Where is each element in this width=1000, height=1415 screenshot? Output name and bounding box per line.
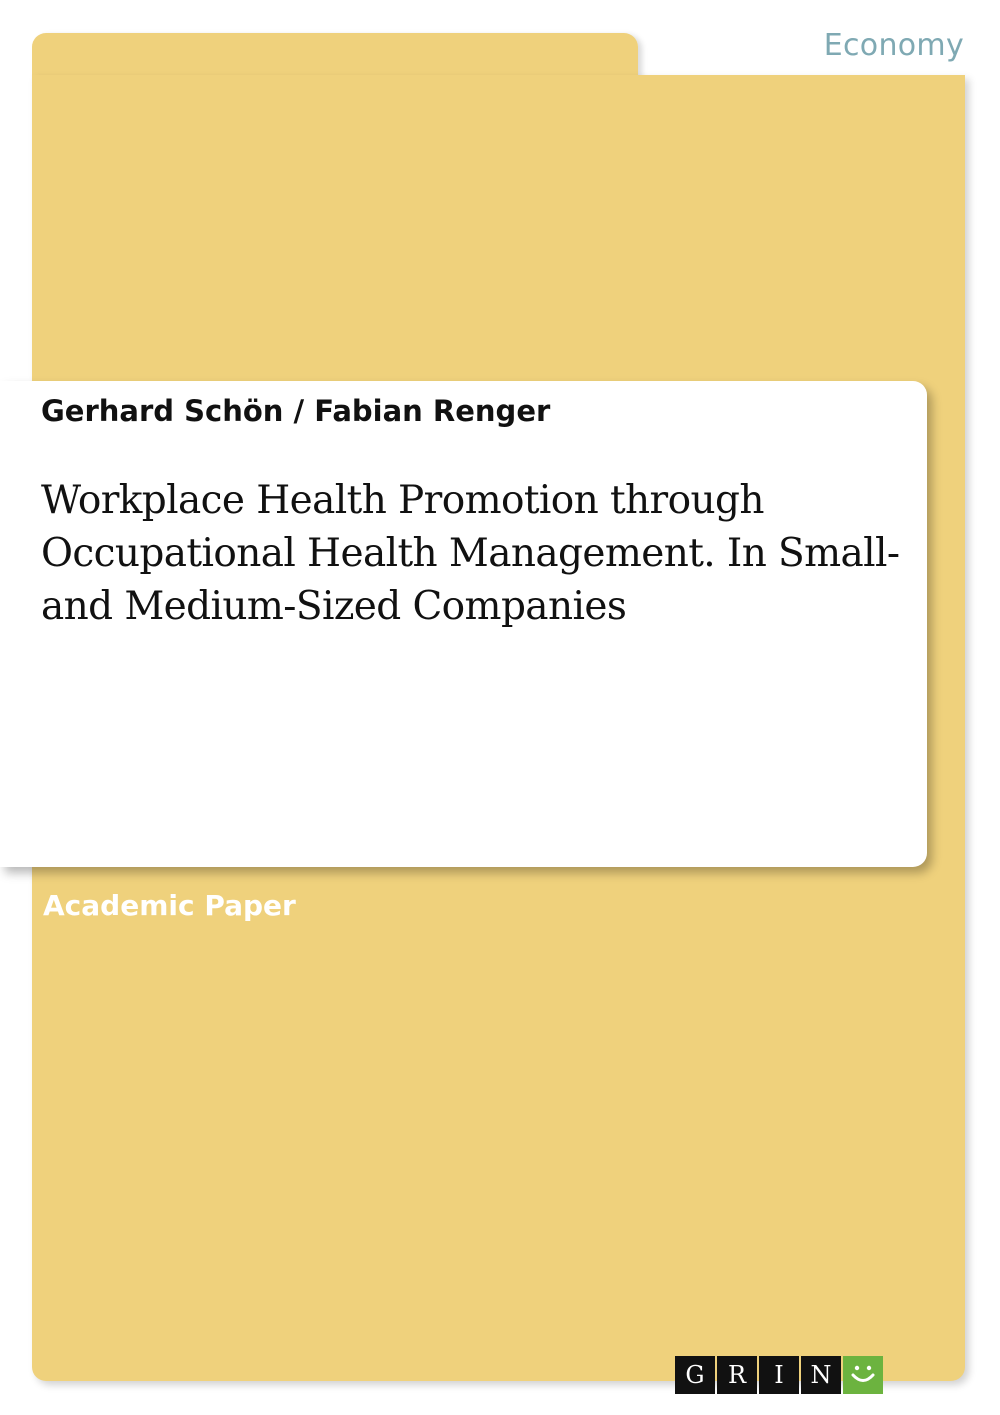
category-label: Economy — [823, 28, 964, 63]
smile-icon — [843, 1356, 883, 1394]
authors: Gerhard Schön / Fabian Renger — [41, 394, 551, 428]
title-line: Workplace Health Promotion through — [41, 478, 764, 523]
title-line: and Medium-Sized Companies — [41, 584, 627, 629]
book-title — [41, 474, 901, 633]
grin-logo — [675, 1356, 883, 1394]
logo-letter: I — [759, 1356, 799, 1394]
logo-letter: N — [801, 1356, 841, 1394]
logo-letter: G — [675, 1356, 715, 1394]
title-line: Occupational Health Management. In Small- — [41, 531, 900, 576]
logo-letter: R — [717, 1356, 757, 1394]
document-type: Academic Paper — [43, 889, 296, 922]
